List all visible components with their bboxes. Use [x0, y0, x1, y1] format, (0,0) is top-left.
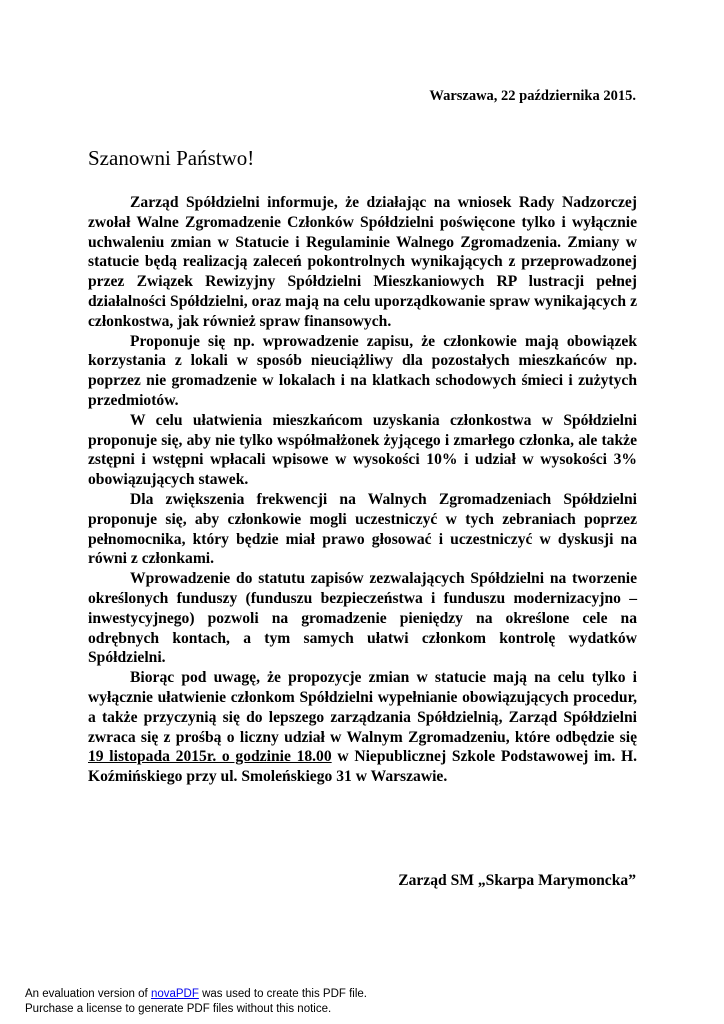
- final-paragraph-before: Biorąc pod uwagę, że propozycje zmian w statucie mają na celu tylko i wyłącznie ułatwienie członkom Spółdzielni wypełnianie obowiązujących procedur, a także przyczynią się do lepszego zarządzania Spółdzielnią, Zarząd Spółdzielni zwraca się z prośbą o liczny udział w Walnym Zgromadzeniu, które odbędzie się: [88, 669, 637, 746]
- novapdf-link[interactable]: novaPDF: [150, 988, 199, 1000]
- final-paragraph: [88, 668, 637, 787]
- notice-prefix: An evaluation version of: [25, 988, 148, 1000]
- notice-line-1: [25, 987, 367, 1002]
- notice-line-2: Purchase a license to generate PDF files without this notice.: [25, 1003, 332, 1015]
- paragraph: W celu ułatwienia mieszkańcom uzyskania członkostwa w Spółdzielni proponuje się, aby nie tylko współmałżonek żyjącego i zmarłego członka, ale także zstępni i wstępni wpłacali wpisowe w wysokości 10% i udział w wysokości 3% obowiązujących stawek.: [88, 411, 637, 489]
- paragraph: Zarząd Spółdzielni informuje, że działając na wniosek Rady Nadzorczej zwołał Walne Zgromadzenie Członków Spółdzielni poświęcone tylko i wyłącznie uchwaleniu zmian w Statucie i Regulaminie Walnego Zgromadzenia. Zmiany w statucie będą realizacją zaleceń pokontrolnych wynikających z przeprowadzonej przez Związek Rewizyjny Spółdzielni Mieszkaniowych RP lustracji pełnej działalności Spółdzielni, oraz mają na celu uporządkowanie spraw wynikających z członkostwa, jak również spraw finansowych.: [88, 194, 637, 330]
- paragraph: Wprowadzenie do statutu zapisów zezwalających Spółdzielni na tworzenie określonych funduszy (funduszu bezpieczeństwa i funduszu modernizacyjno – inwestycyjnego) pozwoli na gromadzenie pieniędzy na określone cele na odrębnych kontach, a tym samych ułatwi członkom kontrolę wydatków Spółdzielni.: [88, 570, 637, 667]
- paragraph: Proponuje się np. wprowadzenie zapisu, że członkowie mają obowiązek korzystania z lokali w sposób nieuciążliwy dla pozostałych mieszkańców np. poprzez nie gromadzenie w lokalach i na klatkach schodowych śmieci i zużytych przedmiotów.: [88, 332, 637, 409]
- salutation: Szanowni Państwo!: [88, 146, 255, 170]
- letter-body: [88, 193, 637, 787]
- evaluation-notice: [25, 987, 367, 1017]
- letter-date: Warszawa, 22 października 2015.: [429, 88, 636, 104]
- signature: Zarząd SM „Skarpa Marymoncka”: [398, 872, 636, 889]
- meeting-date: 19 listopada 2015r. o godzinie 18.00: [88, 748, 332, 766]
- paragraph: Dla zwiększenia frekwencji na Walnych Zgromadzeniach Spółdzielni proponuje się, aby członkowie mogli uczestniczyć w tych zebraniach poprzez pełnomocnika, który będzie miał prawo głosować i uczestniczyć w dyskusji na równi z członkami.: [88, 490, 637, 568]
- final-paragraph-after: w Niepublicznej Szkole Podstawowej im. H. Koźmińskiego przy ul. Smoleńskiego 31 w Warszawie.: [88, 748, 637, 786]
- notice-suffix: was used to create this PDF file.: [202, 988, 367, 1000]
